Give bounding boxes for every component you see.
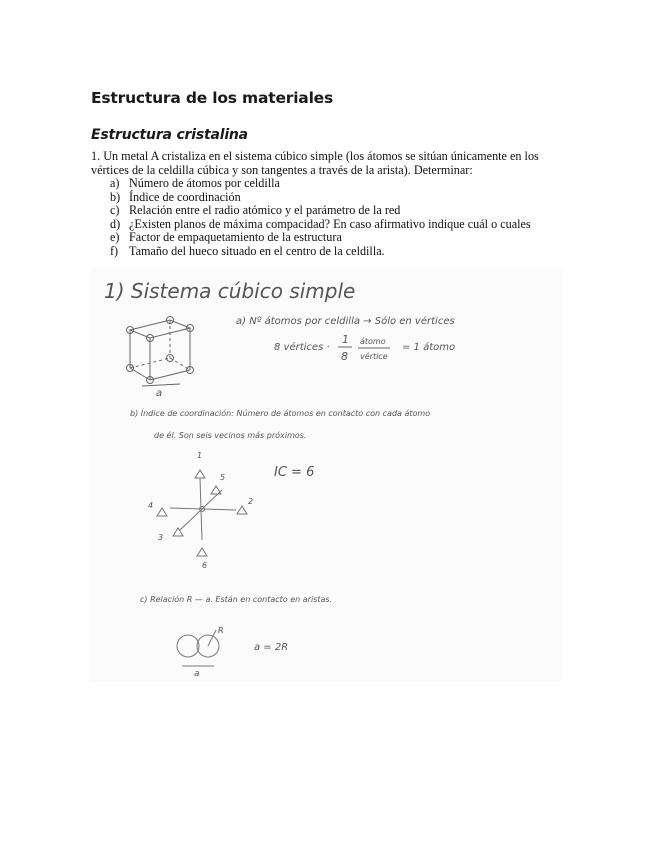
hw-part-a-eq-left: 8 vértices · <box>274 342 330 353</box>
hw-frac2-num: átomo <box>360 337 386 346</box>
question-label: d) <box>110 216 121 231</box>
problem-statement: 1. Un metal A cristaliza en el sistema cúbico simple (los átomos se sitúan únicamente en los vértices de la celdilla cúbica y son tangentes a través de la arista). Determinar: <box>91 149 539 177</box>
hw-coord-result: IC = 6 <box>274 465 315 480</box>
hw-part-a-line: a) Nº átomos por celdilla → Sólo en vértices <box>236 316 455 327</box>
simple-cubic-cell-sketch <box>127 317 194 387</box>
tangent-atoms-sketch <box>177 630 219 666</box>
hw-heading: 1) Sistema cúbico simple <box>104 279 356 303</box>
hw-frac2-den: vértice <box>360 352 388 361</box>
document-title: Estructura de los materiales <box>91 89 334 107</box>
hw-coord-label-3: 3 <box>158 533 164 542</box>
question-item <box>110 177 531 191</box>
hw-coord-label-1: 1 <box>197 451 203 460</box>
question-item <box>110 231 531 245</box>
question-label: f) <box>110 243 119 258</box>
hw-frac1-num: 1 <box>342 333 349 346</box>
question-text: Relación entre el radio atómico y el parámetro de la red <box>129 203 401 218</box>
hw-part-c-line: c) Relación R — a. Están en contacto en aristas. <box>140 595 333 604</box>
question-label: e) <box>110 230 120 245</box>
question-label: c) <box>110 203 120 218</box>
question-label: a) <box>110 176 120 190</box>
hw-part-b-line1: b) Índice de coordinación: Número de átomos en contacto con cada átomo <box>130 409 431 418</box>
question-text: Tamaño del hueco situado en el centro de la celdilla. <box>129 243 385 258</box>
hw-cube-edge-label: a <box>156 388 163 399</box>
hw-coord-label-6: 6 <box>202 561 208 570</box>
hw-coord-label-4: 4 <box>148 501 154 510</box>
question-text: Índice de coordinación <box>129 189 241 204</box>
hw-part-c-radius: R <box>218 626 224 635</box>
question-item <box>110 218 531 232</box>
question-list <box>110 177 531 259</box>
hw-part-b-line2: de él. Son seis vecinos más próximos. <box>154 431 307 440</box>
question-item <box>110 191 531 205</box>
hw-frac1-den: 8 <box>341 350 348 363</box>
question-item <box>110 245 531 259</box>
question-text: Número de átomos por celdilla <box>129 176 280 190</box>
section-subtitle: Estructura cristalina <box>91 127 248 143</box>
hw-coord-label-2: 2 <box>248 497 254 506</box>
question-label: b) <box>110 189 121 204</box>
hw-part-c-edge: a <box>194 669 200 679</box>
coordination-sketch <box>157 470 247 556</box>
question-text: Factor de empaquetamiento de la estructura <box>129 230 342 245</box>
hw-part-a-result: = 1 átomo <box>402 342 456 353</box>
question-text: ¿Existen planos de máxima compacidad? En caso afirmativo indique cuál o cuales <box>129 216 531 231</box>
handwritten-solution-drawing <box>90 268 563 682</box>
hw-coord-label-5: 5 <box>220 473 226 482</box>
handwritten-solution-scan <box>90 268 563 682</box>
hw-part-c-eq: a = 2R <box>254 642 289 653</box>
question-item <box>110 204 531 218</box>
